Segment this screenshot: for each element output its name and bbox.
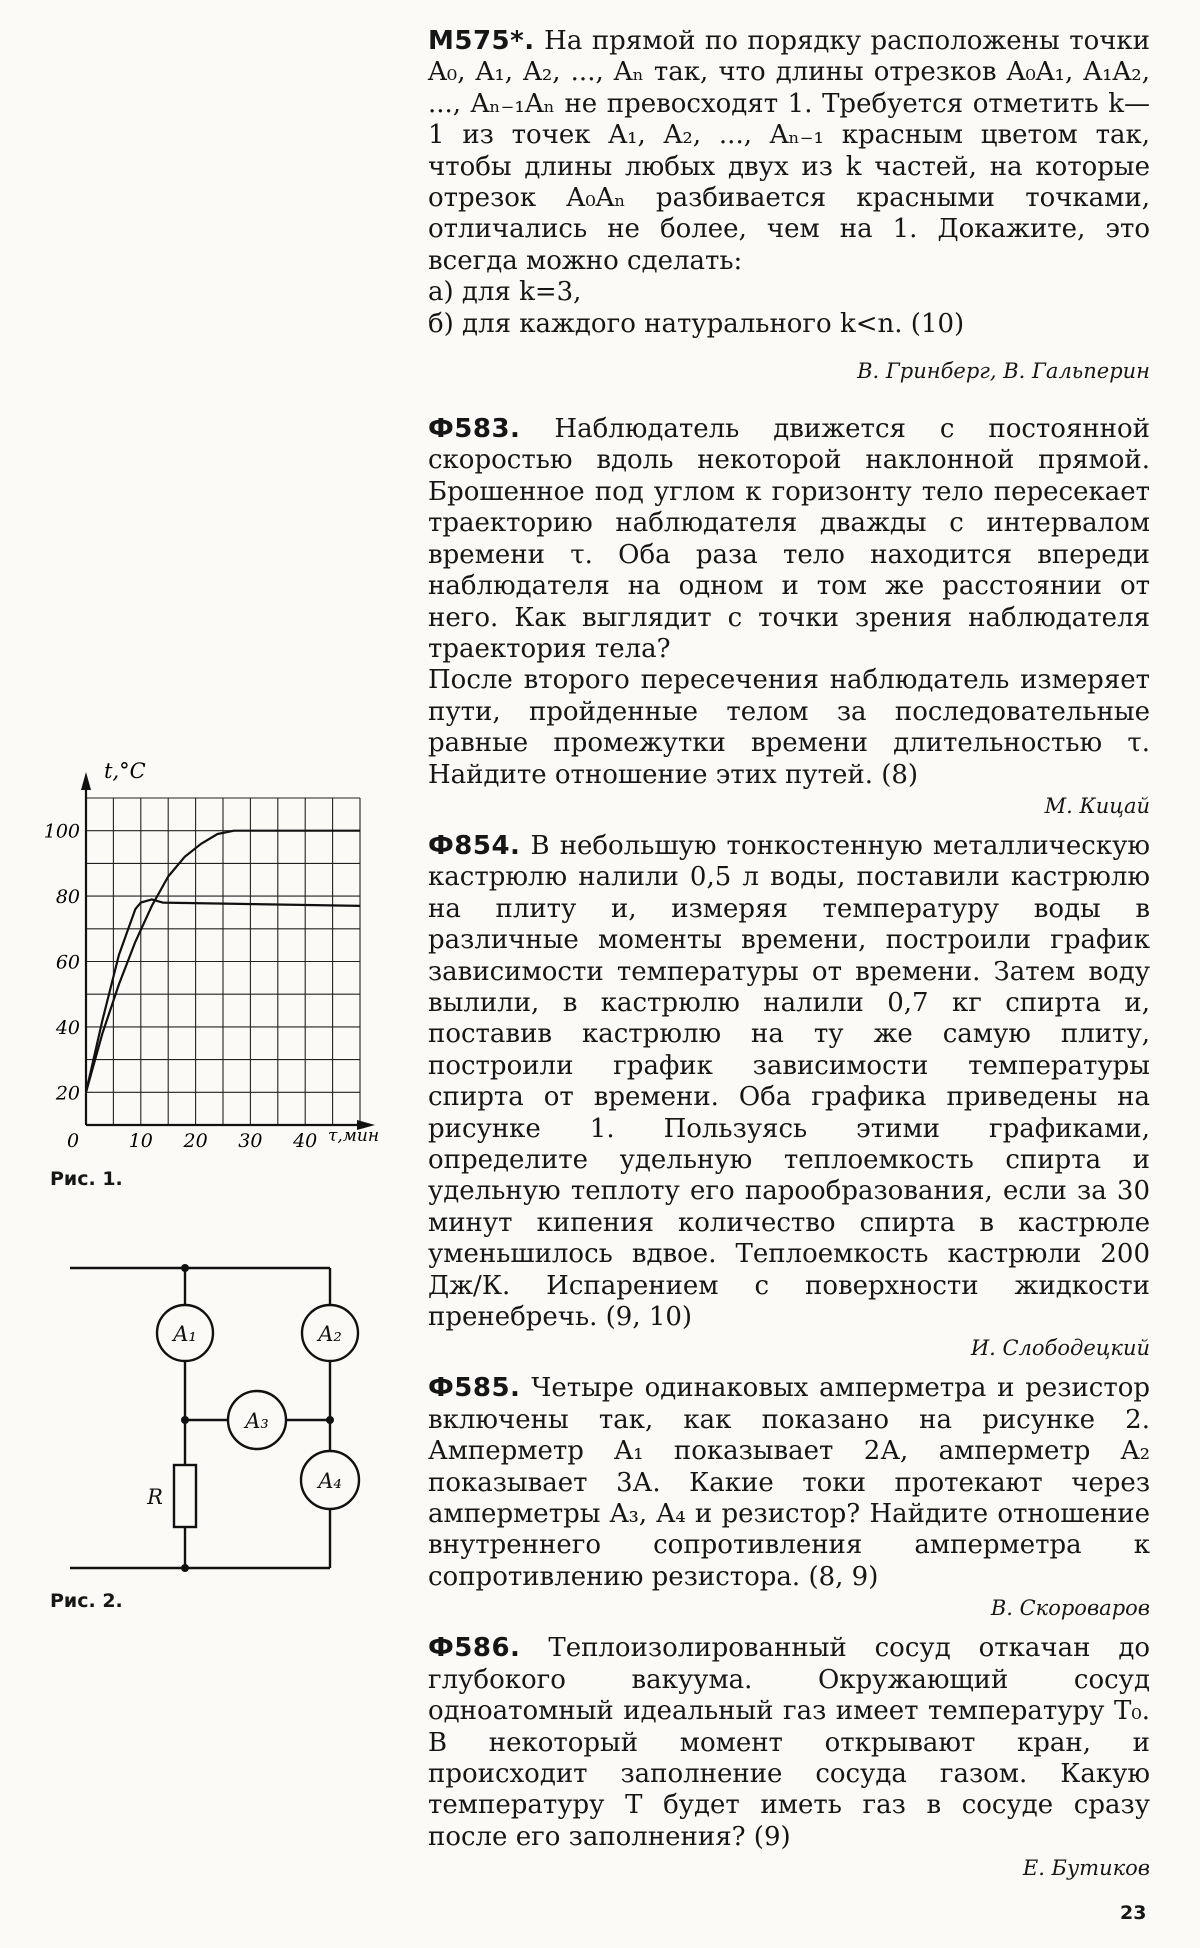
page-number: 23 <box>1120 1902 1147 1924</box>
problem-text: Теплоизолированный сосуд откачан до глубокого вакуума. Окружающий сосуд одноатомный идеальный газ имеет температуру T₀. В некоторый момент открывают кран, и происходит заполнение сосуда газом. Какую температуру T будет иметь газ в сосуде сразу после его заполнения? (9) <box>428 1633 1151 1852</box>
problem-item-a: а) для k=3, <box>428 277 582 308</box>
figure-1-caption: Рис. 1. <box>50 1168 123 1190</box>
problem-f585 <box>428 1373 1150 1623</box>
problem-text: Четыре одинаковых амперметра и резистор включены так, как показано на рисунке 2. Амперметр A₁ показывает 2А, амперметр A₂ показывает 3А. Какие токи протекают через амперметры A₃, A₄ и резистор? Найдите отношение внутреннего сопротивления амперметра к сопротивлению резистора. (8, 9) <box>428 1373 1151 1592</box>
problem-author: В. Гринберг, В. Гальперин <box>857 359 1150 384</box>
y-axis-label: t,°C <box>104 759 146 783</box>
y-tick-label: 40 <box>55 1016 80 1039</box>
ammeter-a2-label: A₂ <box>318 1322 342 1346</box>
problem-author: И. Слободецкий <box>970 1336 1150 1361</box>
resistor-label: R <box>147 1485 163 1509</box>
problem-id: Ф586. <box>428 1633 521 1664</box>
problem-f583 <box>428 414 1150 821</box>
x-tick-label: 20 <box>183 1130 208 1152</box>
problem-m575 <box>428 26 1150 386</box>
y-tick-label: 60 <box>55 951 80 974</box>
y-tick-label: 80 <box>55 886 80 909</box>
chart-axes <box>81 772 375 1130</box>
problem-id: М575*. <box>428 26 535 56</box>
problem-text-continued: После второго пересечения наблюдатель измеряет пути, пройденные телом за последовательные равные промежутки времени длительностью τ. Найдите отношение этих путей. (8) <box>428 665 1150 790</box>
ammeter-a1-label: A₁ <box>173 1322 197 1346</box>
resistor <box>174 1465 196 1527</box>
ammeter-a4-label: A₄ <box>318 1469 342 1493</box>
junction-dot <box>326 1416 334 1424</box>
problem-id: Ф854. <box>428 830 521 861</box>
problem-author: М. Кицай <box>1044 793 1150 818</box>
chart-ticks <box>44 821 318 1152</box>
problem-id: Ф585. <box>428 1373 521 1404</box>
figure-2-caption: Рис. 2. <box>50 1590 123 1612</box>
y-tick-label: 20 <box>55 1082 80 1105</box>
problem-text: В небольшую тонкостенную металлическую кастрюлю налили 0,5 л воды, поставили кастрюлю на плиту и, измеряя температуру воды в различные моменты времени, построили график зависимости температуры от времени. Затем воду вылили, в кастрюлю налили 0,7 кг спирта и, поставив кастрюлю на ту же самую плиту, построили график зависимости температуры спирта от времени. Оба графика приведены на рисунке 1. Пользуясь этими графиками, определите удельную теплоемкость спирта и удельную теплоту его парообразования, если за 30 минут кипения количество спирта в кастрюле уменьшилось вдвое. Теплоемкость кастрюли 200 Дж/К. Испарением с поверхности жидкости пренебречь. (9, 10) <box>428 830 1151 1333</box>
figure-2-circuit <box>60 1248 380 1588</box>
figure-1-chart <box>40 750 390 1160</box>
x-tick-label: 10 <box>128 1130 153 1152</box>
problem-author: В. Скороваров <box>990 1596 1150 1621</box>
problem-item-b: б) для каждого натурального k<n. (10) <box>428 308 965 339</box>
x-tick-label: 0 <box>66 1130 80 1152</box>
problem-author: Е. Бутиков <box>1022 1856 1150 1881</box>
y-axis-arrow <box>81 772 91 790</box>
problem-f586 <box>428 1633 1150 1883</box>
problem-f854 <box>428 831 1150 1364</box>
problem-text: На прямой по порядку расположены точки A₀, A₁, A₂, ..., Aₙ так, что длины отрезков A₀A₁, A₁A₂, ..., Aₙ₋₁Aₙ не превосходят 1. Требуется отметить k—1 из точек A₁, A₂, ..., Aₙ₋₁ красным цветом так, чтобы длины любых двух из k частей, на которые отрезок A₀Aₙ разбивается красными точками, отличались не более, чем на 1. Докажите, это всегда можно сделать: <box>428 26 1151 276</box>
text-column <box>428 26 1150 1883</box>
x-tick-label: 30 <box>238 1130 263 1152</box>
ammeter-a3-label: A₃ <box>245 1409 269 1433</box>
problem-text: Наблюдатель движется с постоянной скоростью вдоль некоторой наклонной прямой. Брошенное под углом к горизонту тело пересекает траекторию наблюдателя дважды с интервалом времени τ. Оба раза тело находится впереди наблюдателя на одном и том же расстоянии от него. Как выглядит с точки зрения наблюдателя траектория тела? <box>428 414 1150 664</box>
problem-id: Ф583. <box>428 414 521 445</box>
junction-dot <box>181 1264 189 1272</box>
y-tick-label: 100 <box>43 820 80 843</box>
x-axis-label: τ,мин <box>328 1126 380 1146</box>
junction-dot <box>181 1416 189 1424</box>
x-tick-label: 40 <box>293 1130 318 1152</box>
junction-dot <box>181 1564 189 1572</box>
